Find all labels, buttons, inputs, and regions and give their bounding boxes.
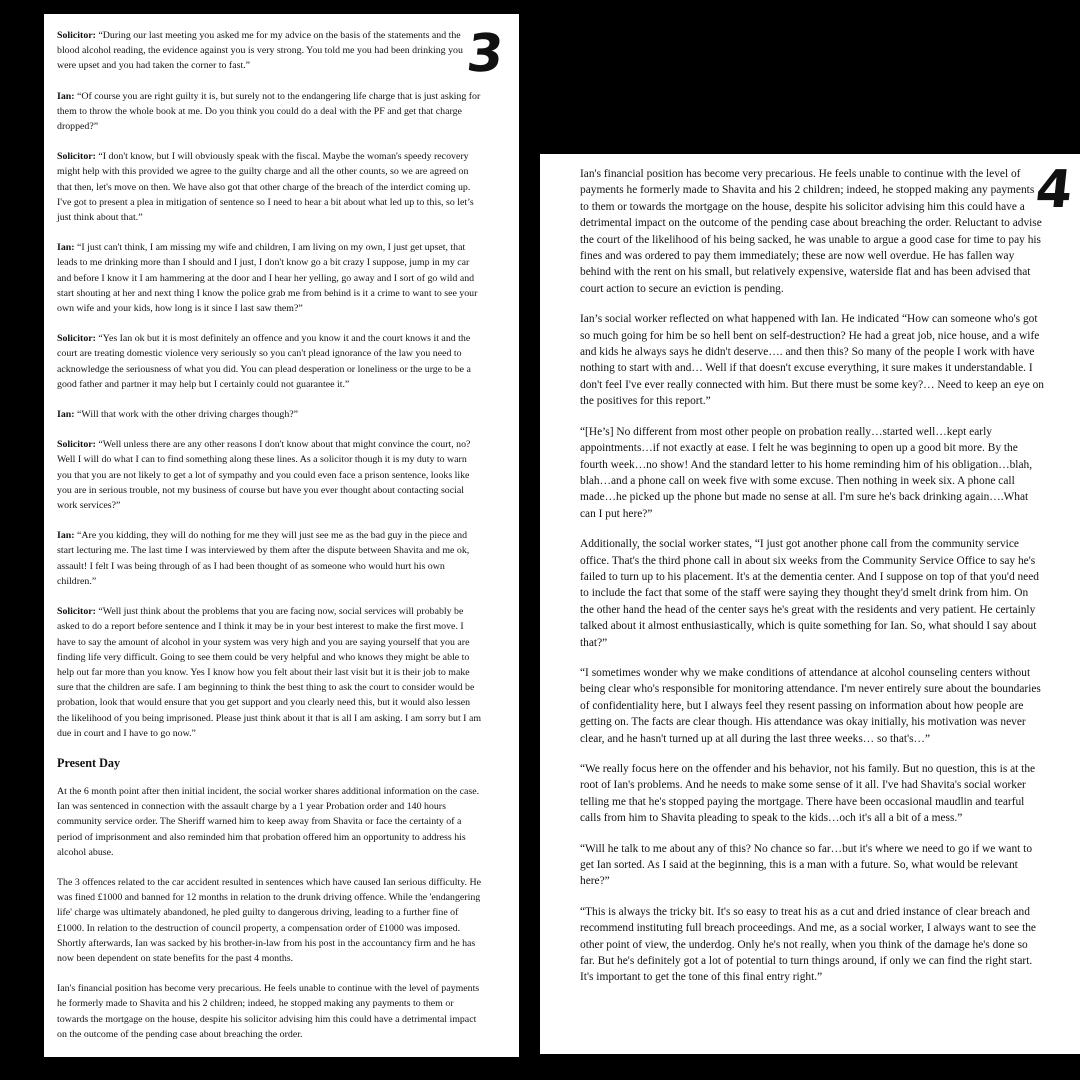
dialogue-text: “I don't know, but I will obviously speak with the fiscal. Maybe the woman's speedy recovery might help with this provided we agree to the guilty charge and all the other counts, so we are agreed on that then, let's move on then. We have also got that other charge of the breach of the interdict coming up. I've got to present a plea in mitigation of sentence so I need to hear a bit about what led up to this, so let’s just think about that.” <box>57 151 474 224</box>
body-paragraph: “This is always the tricky bit. It's so easy to treat his as a cut and dried instance of clear breach and recommend instituting full breach proceedings. And me, as a social worker, I always want to see the other point of view, the underdog. Only he's not really, when you think of the damage he's done so far. But he's definitely got a lot of potential to turn things around, if only we can find the right start. It's important to get the tone of this final entry right.” <box>580 905 1036 984</box>
speaker-label: Solicitor: <box>57 606 96 618</box>
body-paragraph: Additionally, the social worker states, “I just got another phone call from the community service office. That's the third phone call in about six weeks from the Community Service Office to say he's failed to turn up to his placement. It's at the dementia center. And I suppose on top of that you'd need to include the fact that some of the staff were saying they thought they'd smelt drink from him. On the other hand the head of the center says he's great with the residents and very patient. He certainly talked about it almost enthusiastically, which is quite something for Ian. So, what should I say about that?” <box>580 538 1039 649</box>
dialogue-text: “During our last meeting you asked me for my advice on the basis of the statements and the blood alcohol reading, the evidence against you is very strong. You told me you had been drinking you were upset and you had taken the corner to fast.” <box>57 30 463 72</box>
speaker-label: Ian: <box>57 409 75 421</box>
body-paragraph: “Will he talk to me about any of this? No chance so far…but it's where we need to go if we want to get Ian sorted. As I said at the beginning, this is a man with a future. So, what would be relevant here?” <box>580 842 1033 888</box>
section-heading: Present Day <box>57 755 121 770</box>
dialogue-paragraph <box>57 240 481 316</box>
page-number-4: 4 <box>1032 160 1076 220</box>
dialogue-paragraph <box>57 528 481 589</box>
speaker-label: Ian: <box>57 90 75 102</box>
body-paragraph: The 3 offences related to the car accident resulted in sentences which have caused Ian serious difficulty. He was fined £1000 and banned for 12 months in relation to the drunk driving offence. While the 'endangering life' charge was ultimately abandoned, he pled guilty to dangerous driving, leading to a further fine of £1000. In relation to the destruction of council property, a compensation order of £1000 was imposed. Shortly afterwards, Ian was sacked by his brother-in-law from his post in the accountancy firm and he has now been dependent on state benefits for the past 4 months. <box>57 876 481 964</box>
speaker-label: Solicitor: <box>57 439 96 451</box>
dialogue-text: “Are you kidding, they will do nothing for me they will just see me as the bad guy in the piece and start lecturing me. The last time I was interviewed by them after the dispute between Shavita and me ok, assault! I felt I was being through of as I had been thought of as someone who would hurt his own children.” <box>57 530 470 587</box>
dialogue-text: “Will that work with the other driving charges though?” <box>74 409 299 421</box>
body-paragraph: Ian’s social worker reflected on what happened with Ian. He indicated “How can someone who's got so much going for him be so hell bent on self-destruction? He had a great job, nice house, and a wife and kids he always says he didn't deserve…. and then this? So many of the people I work with have nothing to start with and… Well if that doesn't excuse everything, it sure makes it understandable. I don't feel I've ever really connected with him. But there must be some key?… Need to keep an eye on the positives for this report.” <box>580 313 1044 408</box>
speaker-label: Ian: <box>57 530 75 542</box>
dialogue-paragraph <box>57 407 481 422</box>
body-paragraph: Ian's financial position has become very precarious. He feels unable to continue with the level of payments he formerly made to Shavita and his 2 children; indeed, he stopped making any payments to them or towards the mortgage on the house, despite his solicitor advising him this could have a detrimental impact on the outcome of the pending case about breaching the order. Reluctant to advise the court of the likelihood of his being sacked, he was unable to argue a good case for time to pay his fines and was ordered to pay them immediately; these are now well overdue. He has fallen way behind with the rent on his small, but relatively expensive, waterside flat and has been advised that court action to secure an eviction is pending. <box>580 168 1042 295</box>
dialogue-text: “Of course you are right guilty it is, but surely not to the endangering life charge that is just asking for them to throw the whole book at me. Do you think you could do a deal with the PF and get that charge dropped?” <box>57 90 481 133</box>
dialogue-text: “I just can't think, I am missing my wife and children, I am living on my own, I just get upset, that leads to me drinking more than I should and I just, I don't know go a bit crazy I suppose, jump in my car and before I know it I am hammering at the door and I hear her yelling, go away and I sort of go wild and start shouting at her and next thing I know the police grab me from behind is it a crime to want to see your own wife and your kids, how long is it since I last saw them?” <box>57 242 478 315</box>
document-page-4 <box>540 154 1080 1054</box>
dialogue-paragraph <box>57 149 481 225</box>
body-paragraph: At the 6 month point after then initial incident, the social worker shares additional information on the case. Ian was sentenced in connection with the assault charge by a 1 year Probation order and 140 hours community service order. The Sheriff warned him to keep away from Shavita or face the certainty of a period of imprisonment and also reminded him that probation offered him an opportunity to address his alcohol abuse. <box>57 785 480 858</box>
dialogue-text: “Well just think about the problems that you are facing now, social services will probably be asked to do a report before sentence and I think it may be in your best interest to make the first move. I have to say the amount of alcohol in your system was very high and you are saying yourself that you are finding life very difficult. Going to see them could be very helpful and who knows they might be able to help out far more than you know. Yes I know how you felt about their last visit but it is their job to make sure that the children are safe. I am beginning to think the best thing to ask the court to consider would be probation, look that would ensure that you get support and you clearly need this, but it would also lessen the likelihood of you being imprisoned. Please just think about it that is all I am asking. I am sorry but I am due in court and I have to go now.” <box>57 606 482 739</box>
body-paragraph: “We really focus here on the offender and his behavior, not his family. But no question, this is at the root of Ian's problems. And he needs to make some sense of it all. I've had Shavita's social worker telling me that he's stopped paying the mortgage. There have been occasional maudlin and tearful calls from him to Shavita pleading to speak to the kids…och it's all a bit of a mess.” <box>580 763 1036 825</box>
dialogue-paragraph <box>57 331 481 392</box>
body-paragraph: “I sometimes wonder why we make conditions of attendance at alcohol counseling centers without being clear who's responsible for monitoring attendance. I'm never entirely sure about the boundaries of confidentiality here, but I always feel they resent passing on information about how people are getting on. The facts are clear though. His attendance was okay initially, his motivation was never clear, and he hasn't turned up at all during the last three weeks… so that's…” <box>580 666 1041 745</box>
speaker-label: Ian: <box>57 242 75 254</box>
document-page-3 <box>44 14 519 1057</box>
dialogue-text: “Well unless there are any other reasons I don't know about that might convince the court, no? Well I will do what I can to find something along these lines. As a solicitor though it is my duty to warn you that you are not likely to get a lot of sympathy and you could even face a prison sentence, looks like you are in serious trouble, not my business of course but have you ever thought about contacting social work services?” <box>57 439 471 512</box>
speaker-label: Solicitor: <box>57 30 96 41</box>
speaker-label: Solicitor: <box>57 333 96 345</box>
dialogue-paragraph <box>57 28 481 74</box>
dialogue-paragraph <box>57 89 481 135</box>
page-number-3: 3 <box>463 24 507 84</box>
dialogue-paragraph <box>57 604 481 741</box>
body-paragraph: Ian's financial position has become very precarious. He feels unable to continue with the level of payments he formerly made to Shavita and his 2 children; indeed, he stopped making any payments to them or towards the mortgage on the house, despite his solicitor advising him this could have a detrimental impact on the outcome of the pending case about breaching the order. <box>57 983 480 1040</box>
body-paragraph: “[He’s] No different from most other people on probation really…started well…kept early appointments…if not exactly at ease. I felt he was beginning to open up a good bit more. By the fourth week…no show! And the standard letter to his home reminding him of his obligation…blah, blah…and a phone call on week five with some excuse. Then nothing in week six. A phone call made…he picked up the phone but made no sense at all. I'm sure he's back drinking again….What can I put here?” <box>580 425 1033 520</box>
dialogue-paragraph <box>57 437 481 513</box>
dialogue-text: “Yes Ian ok but it is most definitely an offence and you know it and the court knows it and the court are treating domestic violence very seriously so you can't plead ignorance of the law you need to acknowledge the seriousness of what you did. You can plead desperation or loneliness or the urge to be a good father and partner it may help but I certainly could not guarantee it.” <box>57 333 471 390</box>
speaker-label: Solicitor: <box>57 151 96 163</box>
